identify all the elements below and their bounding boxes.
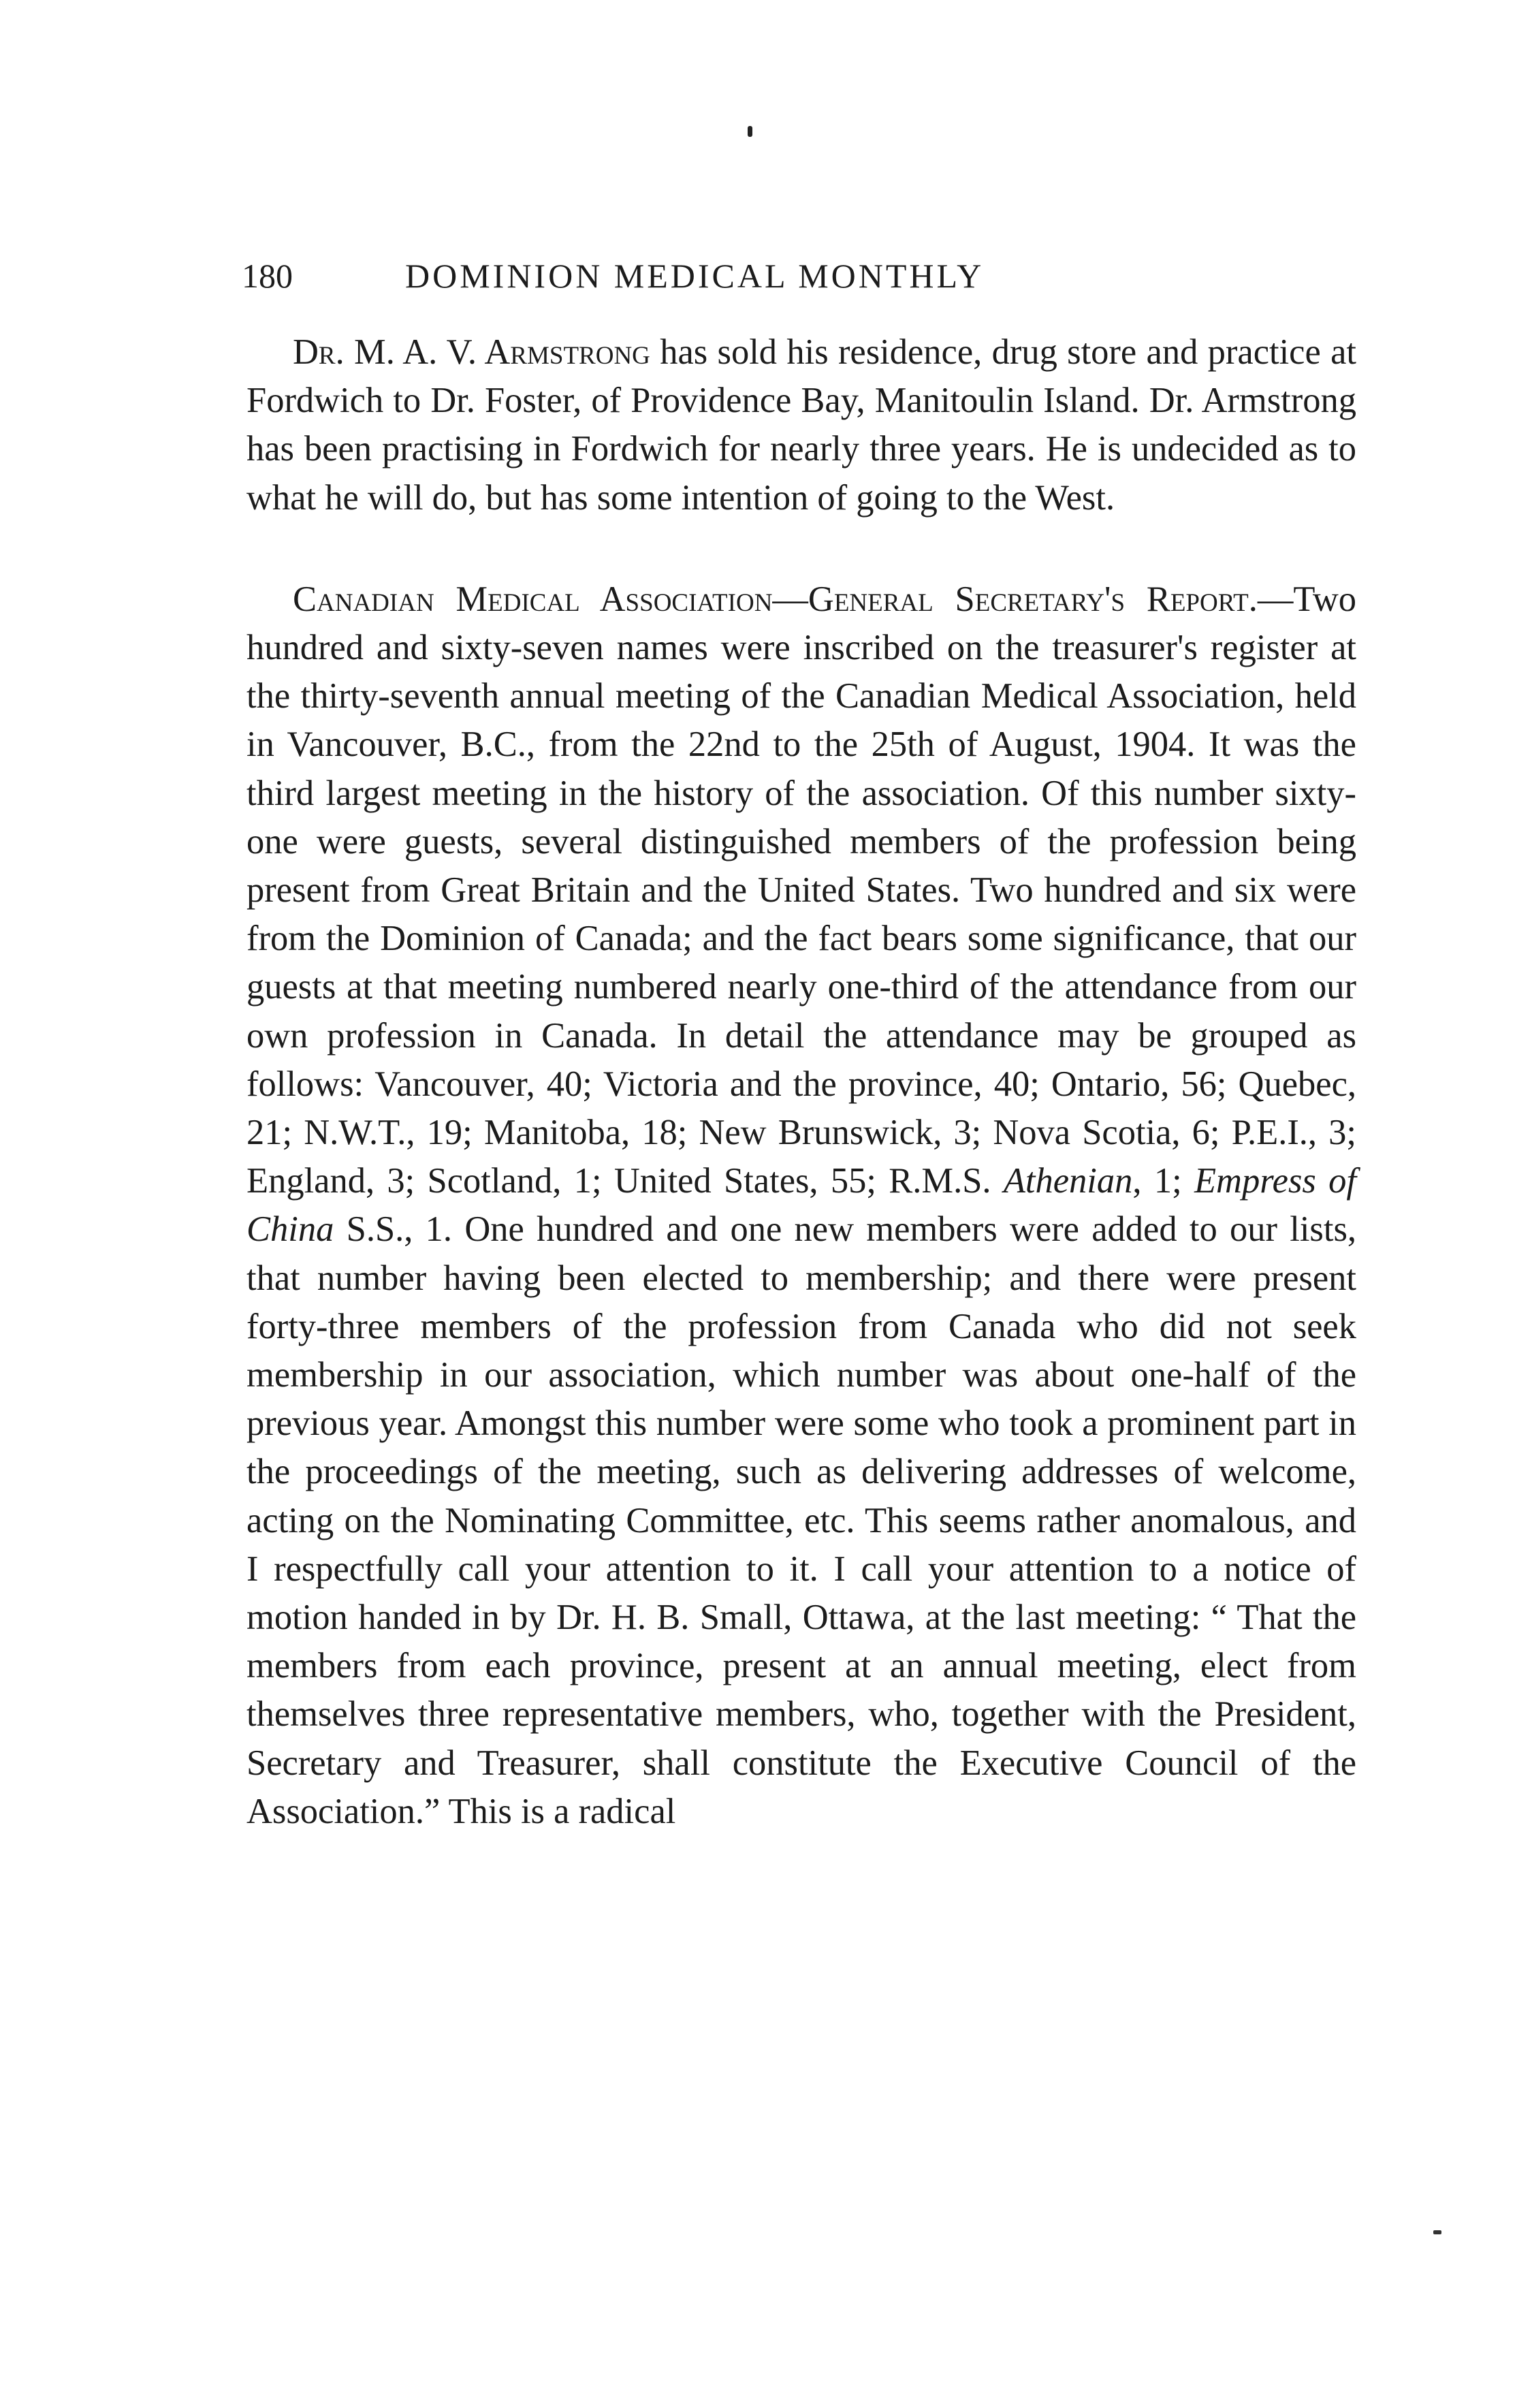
section-heading: Canadian Medical Association—General Secretary's Report. — [293, 579, 1258, 619]
running-title: DOMINION MEDICAL MONTHLY — [405, 257, 985, 295]
paragraph-text: has sold his residence, drug store and practice at Fordwich to Dr. Foster, of Providence Bay, Manitoulin Island. Dr. Armstrong has been practising in Fordwich for nearly three years. He is undecided as to what he will do, but has some intention of going to the West. — [246, 332, 1356, 518]
paragraph-text: S.S., 1. One hundred and one new members were added to our lists, that number having been elected to membership; and there were present forty-three members of the profession from Canada who did not seek membership in our association, which number was about one-half of the previous year. Amongst this number were some who took a prominent part in the proceedings of the meeting, such as delivering addresses of welcome, acting on the Nominating Committee, etc. This seems rather anomalous, and I respectfully call your attention to it. I call your attention to a notice of motion handed in by Dr. H. B. Small, Ottawa, at the last meeting: “ That the members from each province, present at an annual meeting, elect from themselves three representative members, who, together with the President, Secretary and Treasurer, shall constitute the Executive Council of the Association.” This is a radical — [246, 1209, 1356, 1831]
paragraph-text: —Two hundred and sixty-seven names were inscribed on the treasurer's register at the thirty-seventh annual meeting of the Canadian Medical Association, held in Vancouver, B.C., from the 22nd to the 25th of August, 1904. It was the third largest meeting in the history of the association. Of this number sixty-one were guests, several distinguished members of the profession being present from Great Britain and the United States. Two hundred and six were from the Dominion of Canada; and the fact bears some significance, that our guests at that meeting numbered nearly one-third of the attendance from our own profession in Canada. In detail the attendance may be grouped as follows: Vancouver, 40; Victoria and the province, 40; Ontario, 56; Quebec, 21; N.W.T., 19; Manitoba, 18; New Brunswick, 3; Nova Scotia, 6; P.E.I., 3; England, 3; Scotland, 1; United States, 55; R.M.S. — [246, 579, 1356, 1201]
paragraph-cma-report — [246, 575, 1356, 1836]
paragraph-armstrong — [246, 328, 1356, 522]
ship-name: Athenian — [1003, 1161, 1133, 1201]
article-body — [246, 328, 1356, 1836]
paragraph-lead: Dr. M. A. V. Armstrong — [293, 332, 650, 372]
paragraph-text: , 1; — [1132, 1161, 1194, 1201]
page-header — [242, 252, 1358, 300]
ink-speck-top — [748, 126, 752, 137]
page-number: 180 — [242, 257, 293, 295]
ship-name: Empress of China — [246, 1161, 1356, 1250]
ink-speck-bottom — [1433, 2230, 1441, 2234]
